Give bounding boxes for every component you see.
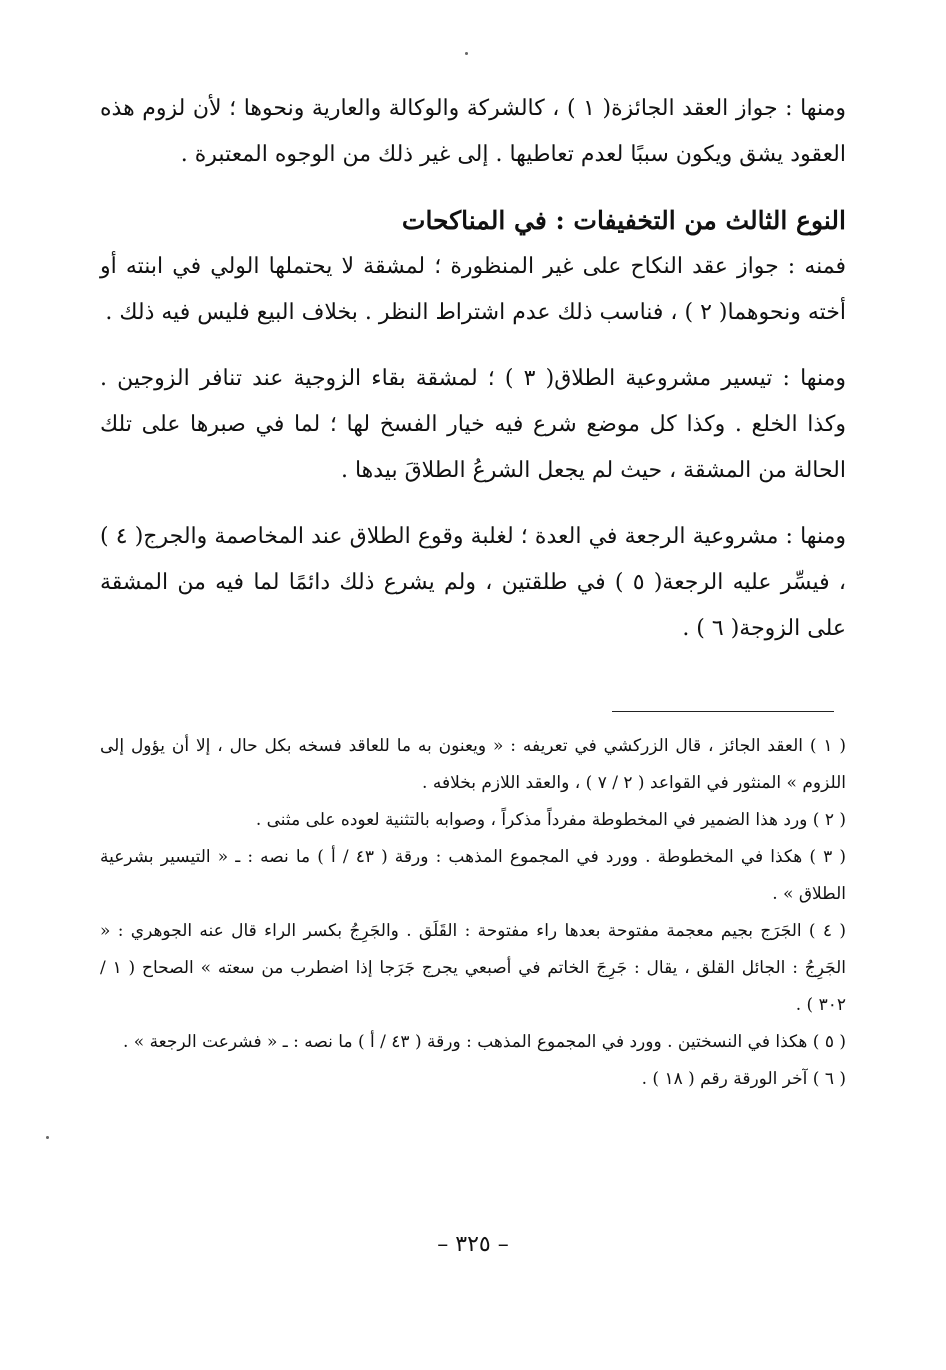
footnote-5: ( ٥ ) هكذا في النسختين . وورد في المجموع المذهب : ورقة ( ٤٣ / أ ) ما نصه : ـ « فشرعت الرجعة » .	[122, 1032, 846, 1052]
main-text	[100, 86, 846, 672]
footnotes	[100, 728, 846, 1098]
section-heading: النوع الثالث من التخفيفات : في المناكحات	[401, 206, 846, 235]
paragraph-divorce: ومنها : تيسير مشروعية الطلاق( ٣ ) ؛ لمشقة بقاء الزوجية عند تنافر الزوجين . وكذا الخلع . وكذا كل موضع شرع فيه خيار الفسخ لها ؛ لما في صبرها على تلك الحالة من المشقة ، حيث لم يجعل الشرعُ الطلاقَ بيدها .	[100, 366, 846, 483]
footnote-2: ( ٢ ) ورد هذا الضمير في المخطوطة مفرداً مذكراً ، وصوابه بالتثنية لعوده على مثنى .	[255, 810, 846, 830]
footnote-3: ( ٣ ) هكذا في المخطوطة . وورد في المجموع المذهب : ورقة ( ٤٣ / أ ) ما نصه : ـ « التيسير بشرعية الطلاق » .	[100, 847, 846, 904]
scan-speck	[465, 52, 468, 55]
paragraph-marriage-contract: فمنه : جواز عقد النكاح على غير المنظورة ؛ لمشقة لا يحتملها الولي في ابنته أو أخته ونحوهما( ٢ ) ، فناسب ذلك عدم اشتراط النظر . بخلاف البيع فليس فيه ذلك .	[100, 254, 846, 325]
paragraph-contracts: ومنها : جواز العقد الجائزة( ١ ) ، كالشركة والوكالة والعارية ونحوها ؛ لأن لزوم هذه العقود يشق ويكون سببًا لعدم تعاطيها . إلى غير ذلك من الوجوه المعتبرة .	[100, 96, 846, 167]
footnote-divider	[612, 711, 834, 712]
page-number: – ٣٢٥ –	[437, 1232, 509, 1257]
footnote-6: ( ٦ ) آخر الورقة رقم ( ١٨ ) .	[641, 1069, 846, 1089]
scan-speck	[46, 1136, 49, 1139]
footnote-4: ( ٤ ) الجَرَج بجيم معجمة مفتوحة بعدها راء مفتوحة : القَلَق . والجَرِجُ بكسر الراء قال عنه الجوهري : « الجَرِجُ : الجائل القلق ، يقال : جَرِجَ الخاتم في أصبعي يجرج جَرَجا إذا اضطرب من سعته » الصحاح ( ١ / ٣٠٢ ) .	[100, 921, 846, 1015]
footnote-1: ( ١ ) العقد الجائز ، قال الزركشي في تعريفه : « ويعنون به ما للعاقد فسخه بكل حال ، إلا أن يؤول إلى اللزوم » المنثور في القواعد ( ٢ / ٧ ) ، والعقد اللازم بخلافه .	[100, 736, 847, 793]
paragraph-revocation: ومنها : مشروعية الرجعة في العدة ؛ لغلبة وقوع الطلاق عند المخاصمة والجرج( ٤ ) ، فيسِّر عليه الرجعة( ٥ ) في طلقتين ، ولم يشرع ذلك دائمًا لما فيه من المشقة على الزوجة( ٦ ) .	[100, 524, 846, 641]
